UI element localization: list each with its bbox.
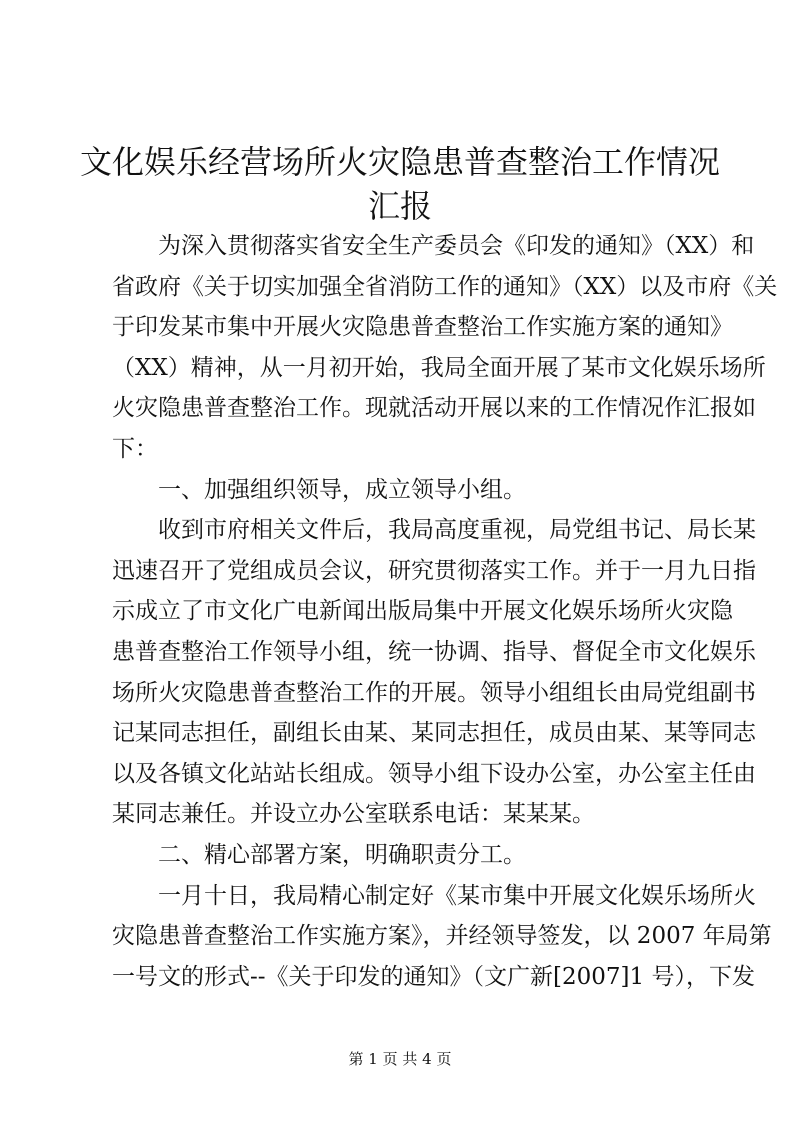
paragraph-line: 某同志兼任。并设立办公室联系电话：某某某。 [112, 801, 595, 828]
paragraph-line: 为深入贯彻落实省安全生产委员会《印发的通知》（XX）和 [158, 233, 755, 259]
paragraph-line: 灾隐患普查整治工作实施方案》，并经领导签发，以 2007 年局第 [112, 923, 772, 950]
paragraph-line: 火灾隐患普查整治工作。现就活动开展以来的工作情况作汇报如 [112, 395, 756, 422]
paragraph-line: 患普查整治工作领导小组，统一协调、指导、督促全市文化娱乐 [112, 638, 756, 665]
document-body [112, 226, 778, 997]
paragraph-line: 记某同志担任，副组长由某、某同志担任，成员由某、某等同志 [112, 720, 756, 747]
paragraph-line: 一月十日，我局精心制定好《某市集中开展文化娱乐场所火 [158, 882, 756, 909]
title-line: 汇报 [367, 187, 432, 225]
section-heading: 二、精心部署方案，明确职责分工。 [158, 841, 526, 868]
document-title [60, 140, 740, 228]
paragraph-line: 一号文的形式--《关于印发的通知》（文广新[2007]1 号），下发 [112, 963, 755, 990]
paragraph-line: 迅速召开了党组成员会议，研究贯彻落实工作。并于一月九日指 [112, 557, 756, 584]
paragraph-line: 省政府《关于切实加强全省消防工作的通知》（XX）以及市府《关 [112, 273, 778, 300]
paragraph-line: （XX）精神，从一月初开始，我局全面开展了某市文化娱乐场所 [112, 354, 766, 381]
paragraph-line: 下： [112, 435, 158, 462]
paragraph-line: 以及各镇文化站站长组成。领导小组下设办公室，办公室主任由 [112, 760, 756, 787]
page-footer: 第 1 页 共 4 页 [348, 1050, 452, 1068]
title-line: 文化娱乐经营场所火灾隐患普查整治工作情况 [79, 143, 720, 181]
paragraph-line: 场所火灾隐患普查整治工作的开展。领导小组组长由局党组副书 [112, 679, 756, 706]
paragraph-line: 于印发某市集中开展火灾隐患普查整治工作实施方案的通知》 [112, 314, 733, 341]
paragraph-line: 示成立了市文化广电新闻出版局集中开展文化娱乐场所火灾隐 [112, 598, 733, 625]
paragraph-line: 收到市府相关文件后，我局高度重视，局党组书记、局长某 [158, 517, 756, 544]
section-heading: 一、加强组织领导，成立领导小组。 [158, 476, 526, 503]
